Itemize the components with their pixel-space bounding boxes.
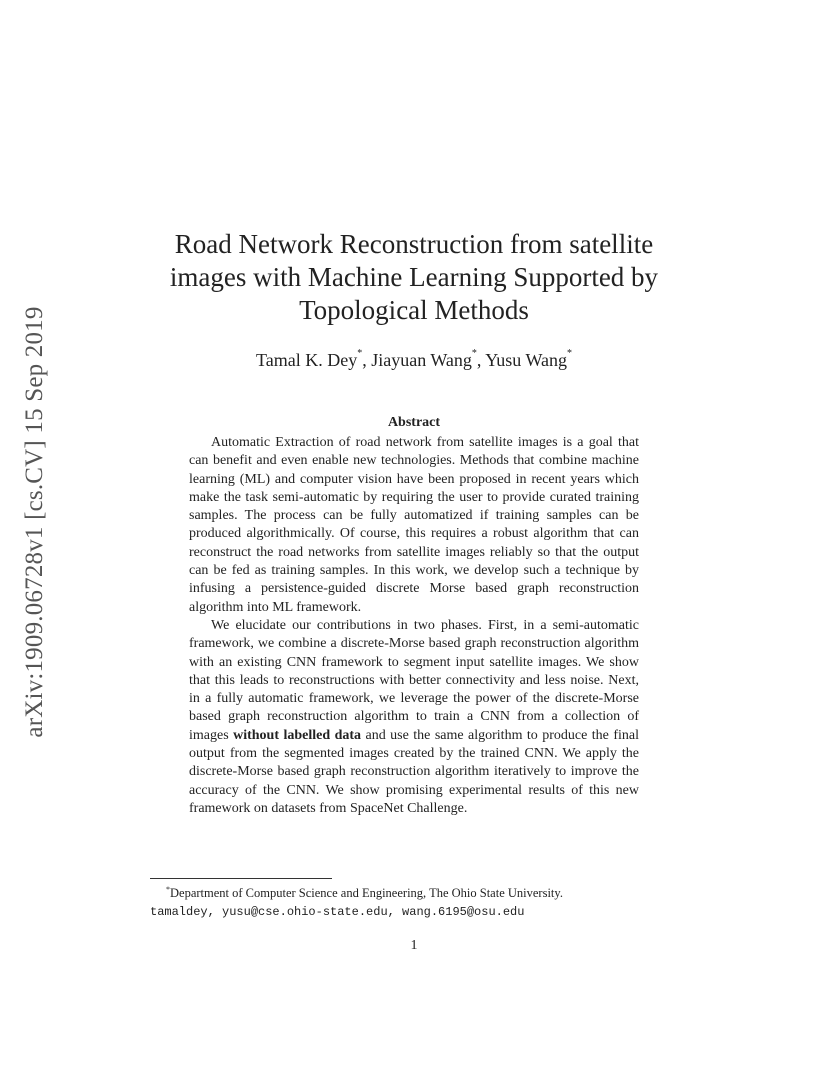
footnote-affiliation: Department of Computer Science and Engineering, The Ohio State University.	[170, 886, 563, 901]
abstract-paragraph: Automatic Extraction of road network from satellite images is a goal that can benefit and even enable new technologies. Methods that combine machine learning (ML) and computer vision have been proposed in recent years which make the task semi-automatic by requiring the user to provide curated training samples. The process can be fully automatized if training samples can be produced algorithmically. Of course, this requires a robust algorithm that can reconstruct the road networks from satellite images reliably so that the output can be fed as training samples. In this work, we develop such a technique by infusing a persistence-guided discrete Morse based graph reconstruction algorithm into ML framework.	[189, 435, 639, 615]
title-line: Topological Methods	[299, 295, 529, 325]
abstract-body	[189, 434, 639, 818]
emphasis-text: without labelled data	[233, 727, 362, 743]
page-number: 1	[410, 938, 418, 953]
footnote-rule	[150, 878, 332, 879]
author-list	[0, 350, 828, 371]
affiliation-mark: *	[471, 348, 477, 359]
footnote-affiliation-line	[150, 880, 680, 903]
paper-title	[140, 228, 688, 327]
author-name: Jiayuan Wang	[371, 350, 472, 370]
author-separator: ,	[476, 350, 486, 370]
abstract-text: and use the same algorithm to produce the final output from the segmented images created by the trained CNN. We apply the discrete-Morse based graph reconstruction algorithm iteratively to improve the accuracy of the CNN. We show promising experimental results of this new framework on datasets from SpaceNet Challenge.	[189, 727, 640, 816]
title-line: images with Machine Learning Supported by	[169, 262, 659, 292]
affiliation-mark: *	[567, 348, 572, 359]
abstract-heading: Abstract	[387, 415, 441, 430]
footnote-emails: tamaldey, yusu@cse.ohio-state.edu, wang.6195@osu.edu	[150, 905, 525, 920]
author-separator: ,	[362, 350, 372, 370]
footnote-mark: *	[166, 885, 170, 894]
author-name: Tamal K. Dey	[256, 350, 358, 370]
author-name: Yusu Wang	[485, 350, 567, 370]
affiliation-mark: *	[357, 348, 363, 359]
arxiv-identifier-stamp: arXiv:1909.06728v1 [cs.CV] 15 Sep 2019	[21, 306, 48, 738]
abstract-paragraph	[189, 617, 639, 818]
title-line: Road Network Reconstruction from satellite	[174, 229, 654, 259]
footnote	[150, 880, 680, 922]
abstract-text: We elucidate our contributions in two phases. First, in a semi-automatic framework, we combine a discrete-Morse based graph reconstruction algorithm with an existing CNN framework to segment input satellite images. We show that this leads to reconstructions with better connectivity and less noise. Next, in a fully automatic framework, we leverage the power of the discrete-Morse based graph reconstruction algorithm to train a CNN from a collection of images	[189, 617, 639, 743]
